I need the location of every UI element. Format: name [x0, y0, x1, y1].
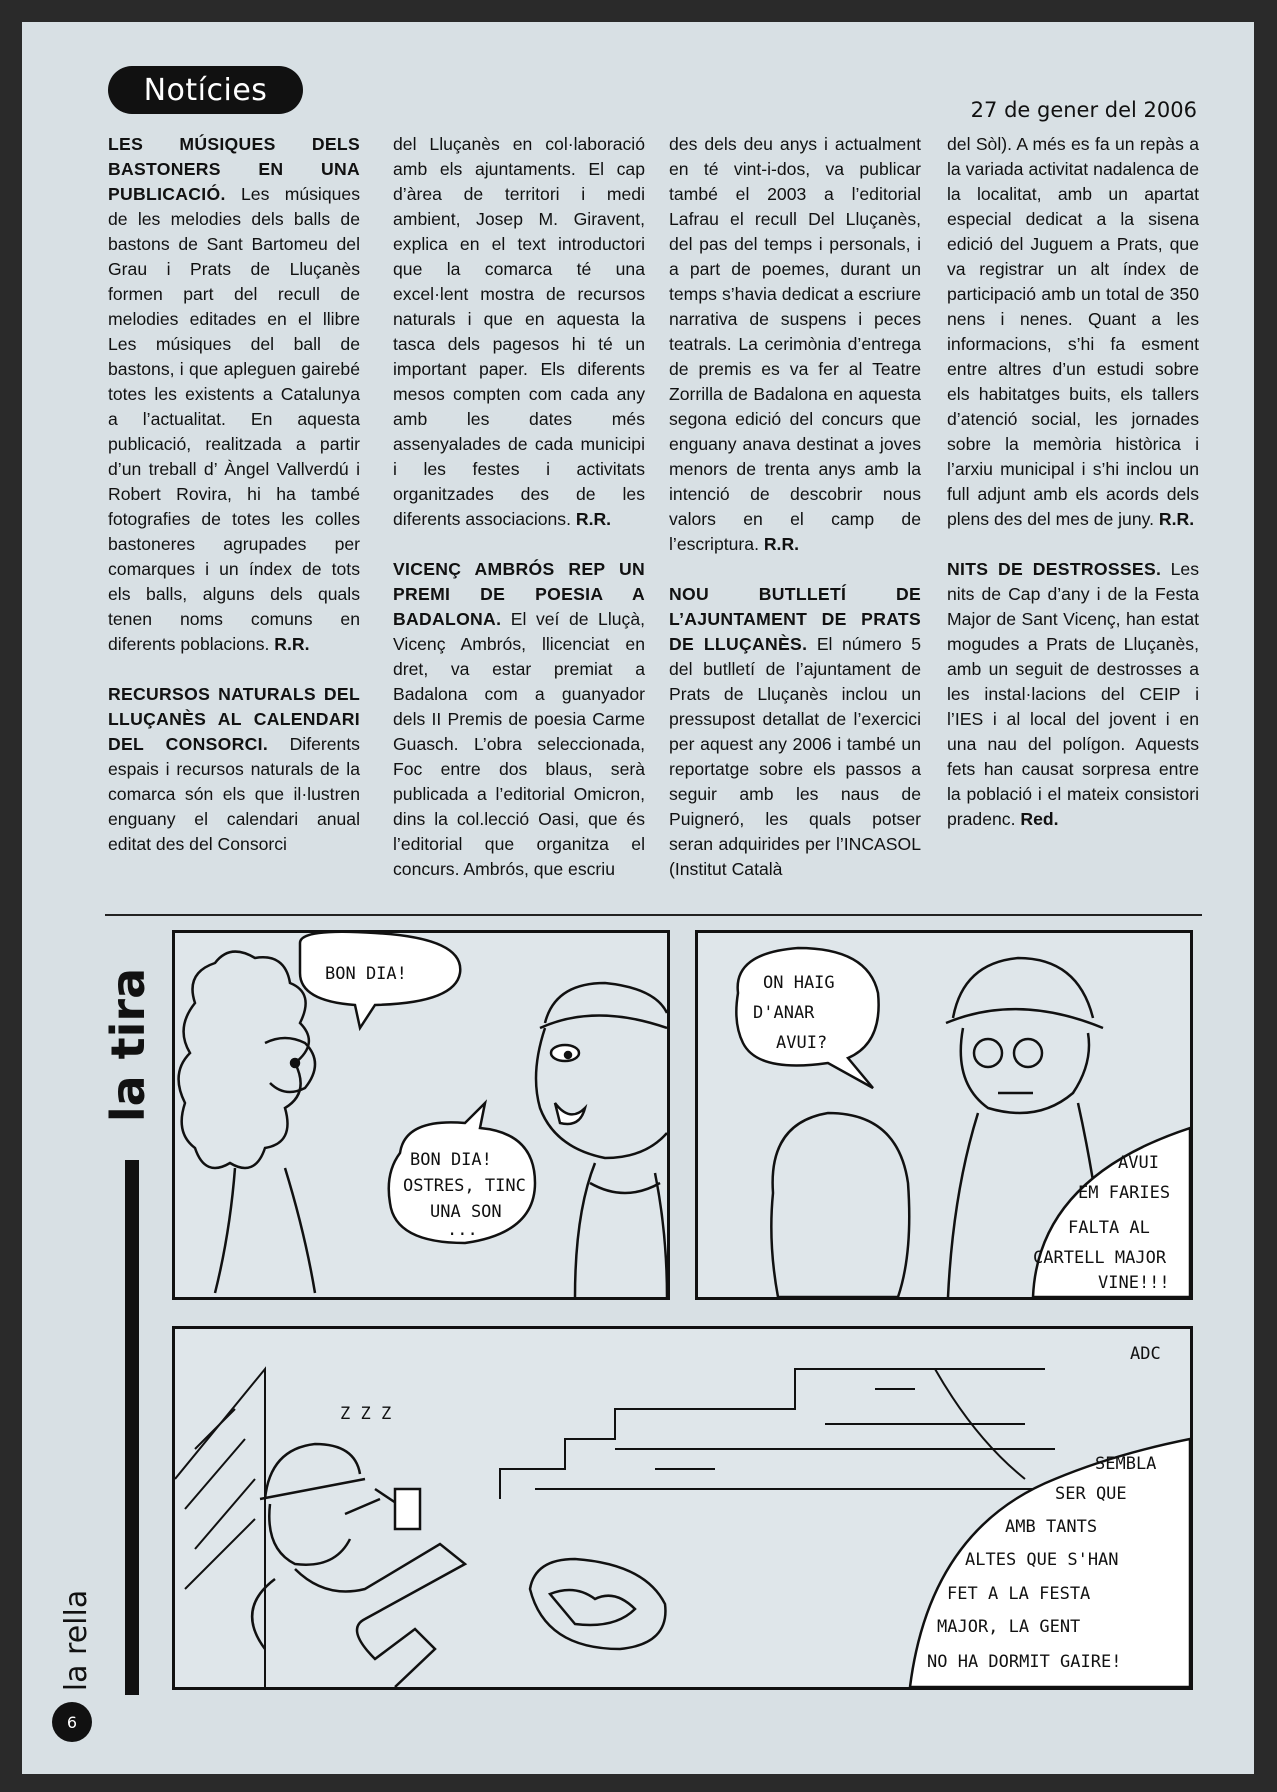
article-recursos [108, 682, 360, 857]
signature: Red. [1020, 809, 1059, 829]
comic-section-label [101, 930, 155, 1160]
bubble-2-line-5: VINE!!! [1098, 1273, 1170, 1293]
bubble-line-3: AMB TANTS [1005, 1517, 1098, 1537]
signature: R.R. [763, 534, 800, 554]
comic-section-label-text: la tira [101, 967, 155, 1123]
article-body: Diferents espais i recursos naturals de la comarca són els que il·lustren enguany el calendari anual editat des del Consorci [108, 734, 360, 854]
article-butlleti [669, 582, 921, 882]
comic-side-bar [125, 1160, 139, 1695]
publication-name-text: la rella [59, 1589, 95, 1691]
curly-haired-character-back [771, 1113, 909, 1297]
section-badge: Notícies [108, 66, 303, 114]
headline: NOU BUTLLETÍ DE L’AJUNTAMENT DE PRATS DE LLUÇANÈS. [669, 584, 921, 654]
bubble-line-2: SER QUE [1055, 1484, 1127, 1504]
article-body: Les músiques de les melodies dels balls de bastons de Sant Bartomeu del Grau i Prats de Lluçanès formen part del recull de melodies editades en el llibre Les músiques del ball de bastons, i que apleguen gairebé totes les existents a Catalunya a l’actualitat. En aquesta publicació, realitzada a partir d’un treball d’ Àngel Vallverdú i Robert Rovira, hi ha també fotografies de totes les colles bastoneres agrupades per comarques i un índex de tots els balls, alguns dels quals tenen noms comuns en diferents poblacions. [108, 184, 360, 654]
article-bastoners [108, 132, 360, 657]
bubble-2-line-4: CARTELL MAJOR [1033, 1248, 1167, 1268]
article-destrosses [947, 557, 1199, 832]
headline: NITS DE DESTROSSES. [947, 559, 1162, 579]
column-3 [669, 132, 921, 907]
article-butlleti-cont [947, 132, 1199, 532]
comic-panel-1-art [175, 933, 667, 1297]
article-body: Les nits de Cap d’any i de la Festa Major de Sant Vicenç, han estat mogudes a Prats de Lluçanès, amb un seguit de destrosses a les instal·lacions del CEIP i l’IES i al local del jovent i en una nau del polígon. Aquests fets han causat sorpresa entre la població i el mateix consistori pradenc. [947, 559, 1199, 829]
signature: R.R. [1158, 509, 1195, 529]
bubble-2-line-4: ... [447, 1220, 478, 1240]
headline: LES MÚSIQUES DELS BASTONERS EN UNA PUBLICACIÓ. [108, 134, 360, 204]
comic-panel-1 [172, 930, 670, 1300]
bubble-2-line-3: FALTA AL [1068, 1218, 1150, 1238]
issue-date: 27 de gener del 2006 [970, 98, 1197, 122]
signature: R.R. [575, 509, 612, 529]
column-4 [947, 132, 1199, 857]
page-number: 6 [52, 1702, 92, 1742]
bubble-line-4: ALTES QUE S'HAN [965, 1550, 1119, 1570]
headline: RECURSOS NATURALS DEL LLUÇANÈS AL CALENDARI DEL CONSORCI. [108, 684, 360, 754]
section-divider [105, 914, 1202, 916]
article-body: El veí de Lluçà, Vicenç Ambrós, llicenciat en dret, va estar premiat a Badalona com a guanyador dels II Premis de poesia Carme Guasch. L’obra seleccionada, Foc entre dos blaus, serà publicada a l’editorial Omicron, dins la col.lecció Oasi, que és l’editorial que organitza el concurs. Ambrós, que escriu [393, 609, 645, 879]
sleep-zzz: Z Z Z [340, 1404, 392, 1424]
bubble-line-5: FET A LA FESTA [947, 1584, 1091, 1604]
signature: R.R. [274, 634, 310, 654]
curly-haired-character [179, 952, 315, 1293]
bubble-1-line-1: ON HAIG [763, 973, 835, 993]
food-tray [530, 1559, 665, 1649]
bubble-2-line-3: UNA SON [430, 1202, 502, 1222]
bubble-2-line-2: EM FARIES [1078, 1183, 1171, 1203]
worker-character [536, 983, 667, 1297]
bubble-line-7: NO HA DORMIT GAIRE! [927, 1652, 1122, 1672]
article-body: des dels deu anys i actualment en té vint-i-dos, va publicar també el 2003 a l’editorial Lafrau el recull Del Lluçanès, del pas del temps i personals, i a part de poemes, durant un temps s’havia dedicat a escriure narrativa de suspens i peces teatrals. La cerimònia d’entrega de premis es va fer al Teatre Zorrilla de Badalona en aquesta segona edició del concurs que enguany anava destinat a joves menors de trenta anys amb la intenció de descobrir nous valors en el camp de l’escriptura. [669, 134, 921, 554]
headline: VICENÇ AMBRÓS REP UN PREMI DE POESIA A BADALONA. [393, 559, 645, 629]
publication-name [52, 1580, 102, 1700]
comic-panel-3-art [175, 1329, 1190, 1687]
comic-panel-2-art [698, 933, 1190, 1297]
bubble-1-line-2: D'ANAR [753, 1003, 815, 1023]
sleeping-worker-character [252, 1444, 465, 1687]
bubble-2-line-1: AVUI [1118, 1153, 1159, 1173]
column-1 [108, 132, 360, 882]
article-body: El número 5 del butlletí de l’ajuntament de Prats de Lluçanès inclou un pressupost detallat de l’exercici per aquest any 2006 i també un reportatge sobre els passos a seguir amb les naus de Puigneró, les quals potser seran adquirides per l’INCASOL (Institut Català [669, 634, 921, 879]
bubble-1-text: BON DIA! [325, 964, 407, 984]
comic-panel-3 [172, 1326, 1193, 1690]
article-body: del Lluçanès en col·laboració amb els ajuntaments. El cap d’àrea de territori i medi ambient, Josep M. Giravent, explica en el text introductori que la comarca té una excel·lent mostra de recursos naturals i que en aquesta la tasca dels pagesos hi té un important paper. Els diferents mesos compten com cada any amb les dates més assenyalades de cada municipi i les festes i activitats organitzades des de les diferents associacions. [393, 134, 645, 529]
bubble-2-line-1: BON DIA! [410, 1150, 492, 1170]
article-ambros-cont [669, 132, 921, 557]
bubble-line-1: SEMBLA [1095, 1454, 1157, 1474]
article-ambros [393, 557, 645, 882]
speech-bubble-2 [1033, 1128, 1190, 1297]
column-2 [393, 132, 645, 907]
artist-signature: ADC [1130, 1344, 1161, 1364]
comic-panel-2 [695, 930, 1193, 1300]
bubble-line-6: MAJOR, LA GENT [937, 1617, 1081, 1637]
article-body: del Sòl). A més es fa un repàs a la variada activitat nadalenca de la localitat, amb un apartat especial dedicat a la sisena edició del Juguem a Prats, que va registrar un alt índex de participació amb un total de 350 nens i nenes. Quant a les informacions, s’hi fa esment entre altres d’un estudi sobre els habitatges buits, els tallers d’atenció social, les jornades sobre la memòria històrica i l’arxiu municipal i s’hi inclou un full adjunt amb els acords dels plens des del mes de juny. [947, 134, 1199, 529]
bubble-2-line-2: OSTRES, TINC [403, 1176, 526, 1196]
article-recursos-cont [393, 132, 645, 532]
bubble-1-line-3: AVUI? [776, 1033, 828, 1053]
